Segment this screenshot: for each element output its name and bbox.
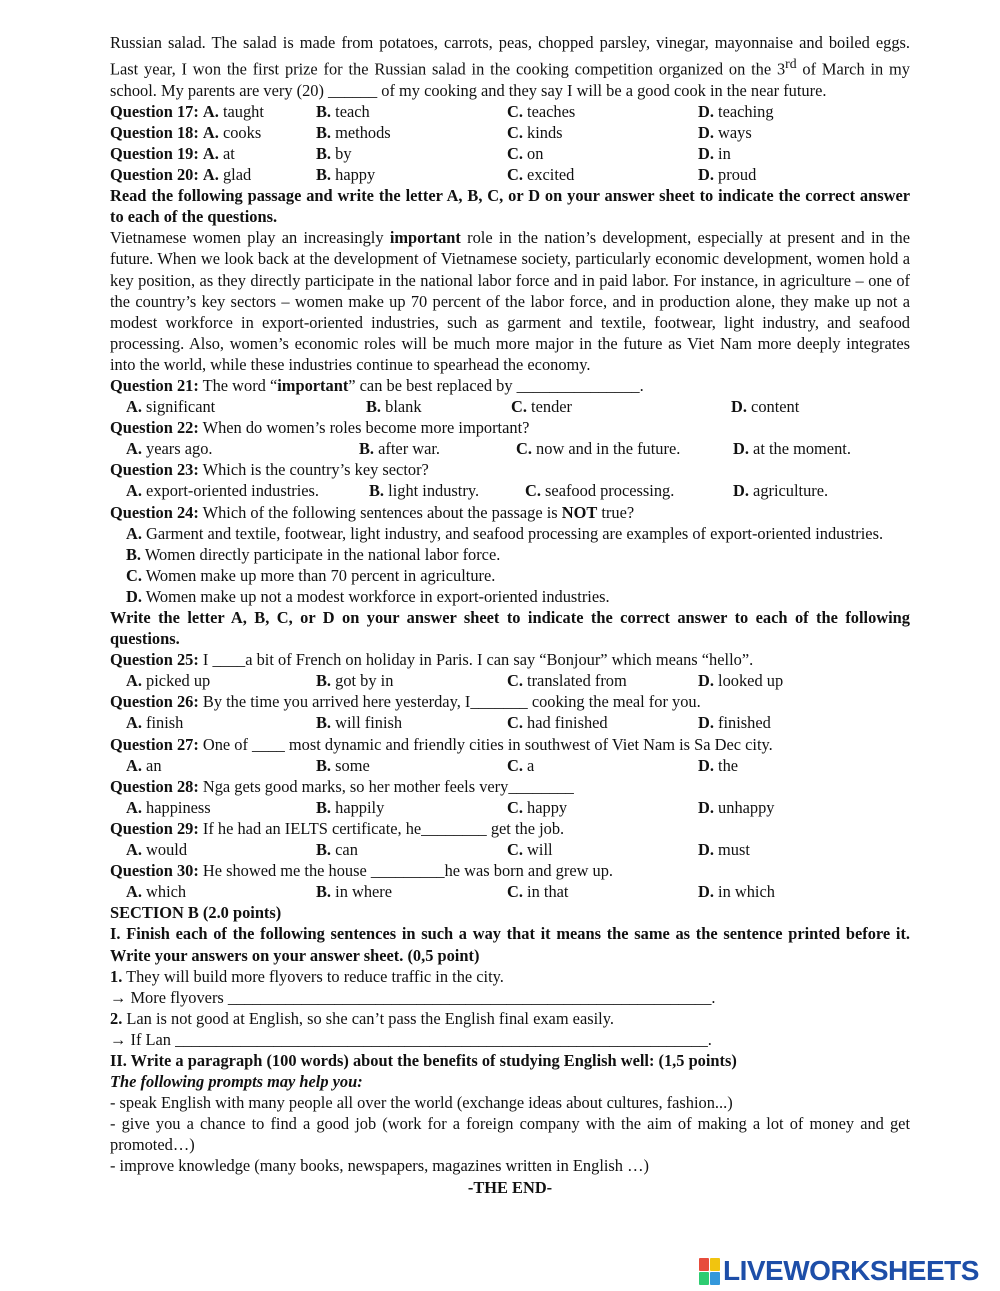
option-letter: A.	[126, 671, 142, 691]
option-text: at the moment.	[753, 439, 851, 459]
option-a[interactable]	[126, 712, 316, 733]
question-23	[110, 459, 910, 480]
option-b[interactable]	[359, 438, 516, 459]
option-letter: A.	[202, 122, 219, 142]
question-label: Question 17:	[110, 101, 199, 121]
option-letter: B.	[126, 544, 142, 564]
option-c[interactable]	[507, 143, 698, 164]
option-d[interactable]	[733, 480, 913, 501]
option-letter: A.	[126, 797, 142, 817]
question-text: Nga gets good marks, so her mother feels very________	[198, 776, 574, 796]
option-text: methods	[335, 122, 391, 142]
option-letter: A.	[202, 165, 219, 185]
option-text: agriculture.	[753, 481, 829, 501]
option-d[interactable]	[698, 797, 898, 818]
option-b[interactable]	[316, 755, 507, 776]
option-b[interactable]	[110, 544, 910, 565]
question-bold-word: NOT	[561, 502, 598, 522]
option-letter: A.	[126, 882, 142, 902]
option-c[interactable]	[525, 480, 733, 501]
question-22	[110, 417, 910, 438]
option-letter: A.	[126, 755, 142, 775]
question-row	[110, 143, 910, 164]
option-text: happiness	[146, 797, 211, 817]
question-label: Question 20:	[110, 165, 199, 185]
question-text: The word “	[198, 375, 278, 395]
option-text: teaches	[527, 101, 576, 121]
intro-superscript: rd	[785, 56, 797, 72]
option-letter: C.	[507, 882, 523, 902]
option-text: teach	[335, 101, 370, 121]
option-letter: A.	[126, 523, 142, 543]
option-c[interactable]	[507, 164, 698, 185]
option-a[interactable]	[110, 143, 316, 164]
option-d[interactable]	[698, 122, 898, 143]
option-letter: B.	[366, 397, 382, 417]
option-text: in where	[335, 882, 393, 902]
option-c[interactable]	[511, 396, 731, 417]
option-text: Women make up not a modest workforce in export-oriented industries.	[145, 586, 610, 606]
option-b[interactable]	[316, 712, 507, 733]
option-letter: D.	[698, 671, 714, 691]
option-text: in that	[527, 882, 569, 902]
option-text: Women make up more than 70 percent in agriculture.	[145, 565, 496, 585]
option-text: some	[335, 755, 370, 775]
question-block-17-20	[110, 101, 910, 185]
option-b[interactable]	[316, 143, 507, 164]
option-text: light industry.	[388, 481, 480, 501]
question-24	[110, 502, 910, 523]
question-29-options	[110, 839, 910, 860]
option-b[interactable]	[316, 881, 507, 902]
question-text: When do women’s roles become more important?	[198, 418, 530, 438]
part-1-instruction: I. Finish each of the following sentences in such a way that it means the same as the sentence printed before it. Write your answers on your answer sheet. (0,5 point)	[110, 924, 910, 965]
question-text: I ____a bit of French on holiday in Paris. I can say “Bonjour” which means “hello”.	[198, 650, 754, 670]
question-label: Question 30:	[110, 861, 199, 881]
option-d[interactable]	[110, 586, 910, 607]
option-c[interactable]	[507, 101, 698, 122]
question-label: Question 29:	[110, 818, 199, 838]
the-end: -THE END-	[467, 1177, 553, 1197]
answer-line-2[interactable]: → If Lan _________________________________________________________________.	[110, 1029, 712, 1049]
option-letter: D.	[698, 882, 714, 902]
option-b[interactable]	[316, 670, 507, 691]
question-label: Question 24:	[110, 502, 199, 522]
option-b[interactable]	[316, 122, 507, 143]
option-c[interactable]	[516, 438, 733, 459]
sentence-2	[110, 1008, 910, 1029]
sentence-1	[110, 966, 910, 987]
option-d[interactable]	[698, 755, 898, 776]
question-30-options	[110, 881, 910, 902]
option-text: ways	[718, 122, 752, 142]
intro-paragraph	[110, 32, 910, 101]
section-b-title: SECTION B (2.0 points)	[110, 903, 282, 923]
option-text: taught	[222, 101, 264, 121]
option-letter: C.	[507, 101, 523, 121]
question-27-options	[110, 755, 910, 776]
option-text: will finish	[335, 713, 403, 733]
prompts-title: The following prompts may help you:	[110, 1072, 363, 1092]
question-27	[110, 734, 910, 755]
question-26	[110, 691, 910, 712]
question-row	[110, 164, 910, 185]
option-letter: B.	[316, 671, 332, 691]
option-letter: B.	[359, 439, 375, 459]
question-row	[110, 101, 910, 122]
passage-text-rest: role in the nation’s development, especially at present and in the future. When we look back at the development of Vietnamese society, particularly economic development, women hold a key position, as they directly participate in the national labor force and in paid labor. For instance, in agriculture – one of the country’s key sectors – women make up 70 percent of the labor force, and in production alone, they make up not a modest workforce in export-oriented industries, such as garment and textile, footwear, light industry, and seafood processing. Also, women’s economic roles will be much more major in the future as Viet Nam more deeply integrates into the world, while these industries continue to spearhead the economy.	[110, 228, 910, 374]
option-text: by	[335, 143, 352, 163]
option-d[interactable]	[731, 396, 911, 417]
option-b[interactable]	[316, 797, 507, 818]
option-text: happily	[335, 797, 385, 817]
sentence-number: 2.	[110, 1008, 123, 1028]
option-letter: A.	[126, 397, 142, 417]
option-letter: A.	[126, 713, 142, 733]
question-text: If he had an IELTS certificate, he________ get the job.	[198, 818, 565, 838]
option-c[interactable]	[507, 670, 698, 691]
option-letter: B.	[316, 882, 332, 902]
option-b[interactable]	[366, 396, 511, 417]
option-text: finished	[718, 713, 771, 733]
question-label: Question 25:	[110, 650, 199, 670]
question-label: Question 22:	[110, 418, 199, 438]
option-a[interactable]	[110, 523, 910, 544]
logo-mark-cell	[699, 1258, 709, 1271]
option-text: at	[222, 143, 235, 163]
option-text: had finished	[527, 713, 608, 733]
question-label: Question 26:	[110, 692, 199, 712]
prompt-3: - improve knowledge (many books, newspapers, magazines written in English …)	[110, 1156, 649, 1176]
option-d[interactable]	[698, 164, 898, 185]
option-text: an	[146, 755, 162, 775]
option-a[interactable]	[126, 480, 369, 501]
question-label: Question 27:	[110, 734, 199, 754]
option-letter: C.	[507, 713, 523, 733]
option-letter: D.	[698, 122, 714, 142]
question-row	[110, 122, 910, 143]
option-text: can	[335, 840, 358, 860]
option-b[interactable]	[316, 164, 507, 185]
option-b[interactable]	[316, 101, 507, 122]
option-text: now and in the future.	[536, 439, 681, 459]
question-label: Question 23:	[110, 460, 199, 480]
option-text: significant	[146, 397, 216, 417]
option-text: seafood processing.	[545, 481, 675, 501]
option-text: finish	[146, 713, 184, 733]
option-a[interactable]	[126, 797, 316, 818]
option-text: kinds	[527, 122, 563, 142]
logo-mark-icon	[699, 1258, 720, 1285]
option-text: export-oriented industries.	[146, 481, 320, 501]
option-text: tender	[531, 397, 572, 417]
option-text: looked up	[718, 671, 784, 691]
option-c[interactable]	[507, 839, 698, 860]
question-29	[110, 818, 910, 839]
option-d[interactable]	[698, 712, 898, 733]
option-text: Women directly participate in the national labor force.	[144, 544, 501, 564]
option-a[interactable]	[126, 396, 366, 417]
option-d[interactable]	[698, 101, 898, 122]
logo-mark-cell	[699, 1272, 709, 1285]
sentence-number: 1.	[110, 966, 123, 986]
option-letter: C.	[507, 840, 523, 860]
option-a[interactable]	[110, 122, 316, 143]
prompt-1: - speak English with many people all over the world (exchange ideas about cultures, fashion...)	[110, 1093, 733, 1113]
option-text: the	[718, 755, 739, 775]
option-c[interactable]	[110, 565, 910, 586]
option-d[interactable]	[698, 839, 898, 860]
option-d[interactable]	[698, 881, 898, 902]
option-letter: D.	[126, 586, 142, 606]
option-letter: B.	[316, 755, 332, 775]
option-letter: B.	[316, 797, 332, 817]
question-text: Which of the following sentences about the passage is	[198, 502, 562, 522]
logo-mark-cell	[710, 1258, 720, 1271]
option-a[interactable]	[126, 755, 316, 776]
intro-text-2: of March in my school. My parents are very (20) ______ of my cooking and they say I will be a good cook in the near future.	[110, 59, 910, 100]
option-text: happy	[335, 165, 376, 185]
option-letter: B.	[316, 143, 332, 163]
option-a[interactable]	[110, 101, 316, 122]
option-text: glad	[222, 165, 252, 185]
question-28	[110, 776, 910, 797]
option-text: teaching	[718, 101, 774, 121]
passage-bold-word: important	[389, 228, 461, 248]
question-text: By the time you arrived here yesterday, I_______ cooking the meal for you.	[198, 692, 701, 712]
option-text: cooks	[222, 122, 262, 142]
option-text: Garment and textile, footwear, light industry, and seafood processing are examples of export-oriented industries.	[146, 523, 884, 543]
answer-line-1[interactable]: → More flyovers ___________________________________________________________.	[110, 987, 716, 1007]
question-text-post: true?	[597, 502, 635, 522]
option-text: proud	[718, 165, 757, 185]
option-letter: C.	[511, 397, 527, 417]
question-text: Which is the country’s key sector?	[198, 460, 429, 480]
question-text: One of ____ most dynamic and friendly cities in southwest of Viet Nam is Sa Dec city.	[198, 734, 773, 754]
option-letter: D.	[731, 397, 747, 417]
option-letter: A.	[202, 143, 219, 163]
question-23-options	[110, 480, 910, 501]
intro-text-1: Russian salad. The salad is made from potatoes, carrots, peas, chopped parsley, vinegar, mayonnaise and boiled eggs. Last year, I won the first prize for the Russian salad in the cooking competition organized on the 3	[110, 33, 910, 79]
sentence-text: They will build more flyovers to reduce traffic in the city.	[122, 966, 504, 986]
question-30	[110, 860, 910, 881]
option-letter: D.	[698, 755, 714, 775]
option-text: must	[718, 840, 750, 860]
liveworksheets-logo	[699, 1256, 979, 1286]
question-26-options	[110, 712, 910, 733]
option-letter: A.	[126, 840, 142, 860]
question-text: He showed me the house _________he was born and grew up.	[198, 861, 614, 881]
option-text: a	[527, 755, 535, 775]
option-letter: C.	[507, 797, 523, 817]
option-letter: C.	[516, 439, 532, 459]
option-text: after war.	[378, 439, 441, 459]
option-c[interactable]	[507, 122, 698, 143]
option-text: translated from	[527, 671, 627, 691]
option-letter: C.	[525, 481, 541, 501]
option-letter: D.	[698, 713, 714, 733]
option-letter: C.	[507, 165, 523, 185]
option-letter: B.	[369, 481, 385, 501]
option-a[interactable]	[126, 670, 316, 691]
option-c[interactable]	[507, 755, 698, 776]
option-letter: C.	[507, 671, 523, 691]
option-text: got by in	[335, 671, 394, 691]
question-label: Question 19:	[110, 143, 199, 163]
question-25	[110, 649, 910, 670]
option-text: blank	[385, 397, 422, 417]
option-letter: B.	[316, 713, 332, 733]
option-a[interactable]	[126, 839, 316, 860]
question-label: Question 21:	[110, 375, 199, 395]
option-a[interactable]	[110, 164, 316, 185]
part-2-instruction: II. Write a paragraph (100 words) about the benefits of studying English well: (1,5 points)	[110, 1050, 737, 1070]
option-letter: C.	[507, 122, 523, 142]
question-text-post: ” can be best replaced by _______________.	[348, 375, 644, 395]
option-text: unhappy	[718, 797, 775, 817]
option-text: content	[751, 397, 800, 417]
option-letter: C.	[126, 565, 142, 585]
question-28-options	[110, 797, 910, 818]
option-c[interactable]	[507, 797, 698, 818]
option-text: in which	[718, 882, 775, 902]
option-b[interactable]	[369, 480, 525, 501]
option-letter: B.	[316, 122, 332, 142]
question-21	[110, 375, 910, 396]
option-letter: A.	[202, 101, 219, 121]
option-letter: D.	[698, 797, 714, 817]
logo-mark-cell	[710, 1272, 720, 1285]
logo-text: LIVEWORKSHEETS	[723, 1255, 979, 1286]
option-text: excited	[527, 165, 575, 185]
option-letter: B.	[316, 840, 332, 860]
reading-passage	[110, 227, 910, 375]
option-d[interactable]	[698, 670, 898, 691]
option-letter: D.	[733, 439, 749, 459]
option-letter: D.	[698, 165, 714, 185]
option-letter: D.	[698, 143, 714, 163]
question-label: Question 28:	[110, 776, 199, 796]
option-text: in	[718, 143, 731, 163]
question-25-options	[110, 670, 910, 691]
option-letter: C.	[507, 143, 523, 163]
option-text: which	[146, 882, 187, 902]
option-letter: A.	[126, 481, 142, 501]
reading-instruction: Read the following passage and write the letter A, B, C, or D on your answer sheet to indicate the correct answer to each of the questions.	[110, 186, 910, 227]
option-text: happy	[527, 797, 568, 817]
option-text: would	[146, 840, 188, 860]
option-text: picked up	[146, 671, 211, 691]
option-letter: D.	[698, 101, 714, 121]
question-22-options	[110, 438, 910, 459]
option-text: on	[527, 143, 544, 163]
option-b[interactable]	[316, 839, 507, 860]
option-letter: D.	[733, 481, 749, 501]
option-a[interactable]	[126, 881, 316, 902]
option-d[interactable]	[698, 143, 898, 164]
option-letter: A.	[126, 439, 142, 459]
option-c[interactable]	[507, 712, 698, 733]
option-letter: B.	[316, 101, 332, 121]
option-a[interactable]	[126, 438, 359, 459]
option-letter: C.	[507, 755, 523, 775]
question-21-options	[110, 396, 910, 417]
option-text: will	[527, 840, 553, 860]
worksheet-page	[110, 32, 910, 1198]
question-bold-word: important	[277, 375, 349, 395]
grammar-instruction: Write the letter A, B, C, or D on your answer sheet to indicate the correct answer to each of the following questions.	[110, 608, 910, 649]
option-letter: D.	[698, 840, 714, 860]
option-d[interactable]	[733, 438, 913, 459]
sentence-text: Lan is not good at English, so she can’t pass the English final exam easily.	[122, 1008, 614, 1028]
passage-text-start: Vietnamese women play an increasingly	[110, 228, 390, 248]
option-text: years ago.	[146, 439, 213, 459]
prompt-2: - give you a chance to find a good job (work for a foreign company with the aim of making a lot of money and get promoted…)	[110, 1114, 910, 1155]
option-letter: B.	[316, 165, 332, 185]
question-block-25-30	[110, 649, 910, 902]
option-c[interactable]	[507, 881, 698, 902]
question-label: Question 18:	[110, 122, 199, 142]
